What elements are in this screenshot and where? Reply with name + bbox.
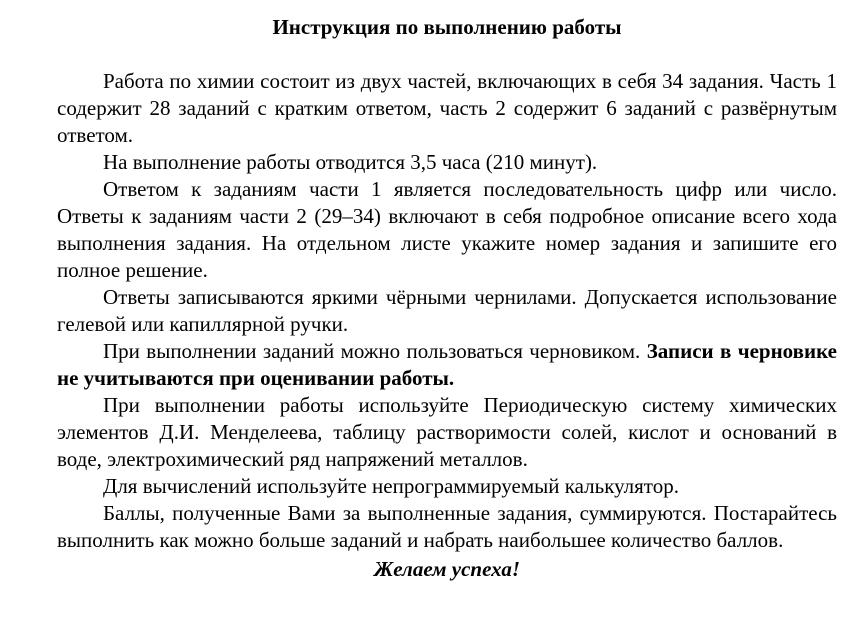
paragraph-structure: Работа по химии состоит из двух частей, включающих в себя 34 задания. Часть 1 содержит 28 заданий с кратким ответом, часть 2 содержит 6 заданий с развёрнутым ответом. — [57, 69, 837, 147]
draft-normal-text: При выполнении заданий можно пользоваться черновиком. — [103, 339, 647, 363]
paragraph-draft — [57, 338, 837, 392]
draft-bold-text: Записи в черновике не учитываются при оценивании работы. — [57, 339, 837, 390]
instruction-page — [57, 14, 837, 583]
paragraph-duration: На выполнение работы отводится 3,5 часа (210 минут). — [103, 150, 598, 174]
closing-wish: Желаем успеха! — [373, 557, 521, 581]
page-title: Инструкция по выполнению работы — [272, 15, 622, 39]
paragraph-references: При выполнении работы используйте Периодическую систему химических элементов Д.И. Менделеева, таблицу растворимости солей, кислот и оснований в воде, электрохимический ряд напряжений металлов. — [57, 393, 837, 471]
paragraph-ink: Ответы записываются яркими чёрными чернилами. Допускается использование гелевой или капиллярной ручки. — [57, 285, 837, 336]
paragraph-answers: Ответом к заданиям части 1 является последовательность цифр или число. Ответы к заданиям части 2 (29–34) включают в себя подробное описание всего хода выполнения задания. На отдельном листе укажите номер задания и запишите его полное решение. — [57, 177, 837, 282]
paragraph-scoring: Баллы, полученные Вами за выполненные задания, суммируются. Постарайтесь выполнить как можно больше заданий и набрать наибольшее количество баллов. — [57, 501, 837, 552]
paragraph-calculator: Для вычислений используйте непрограммируемый калькулятор. — [103, 474, 679, 498]
